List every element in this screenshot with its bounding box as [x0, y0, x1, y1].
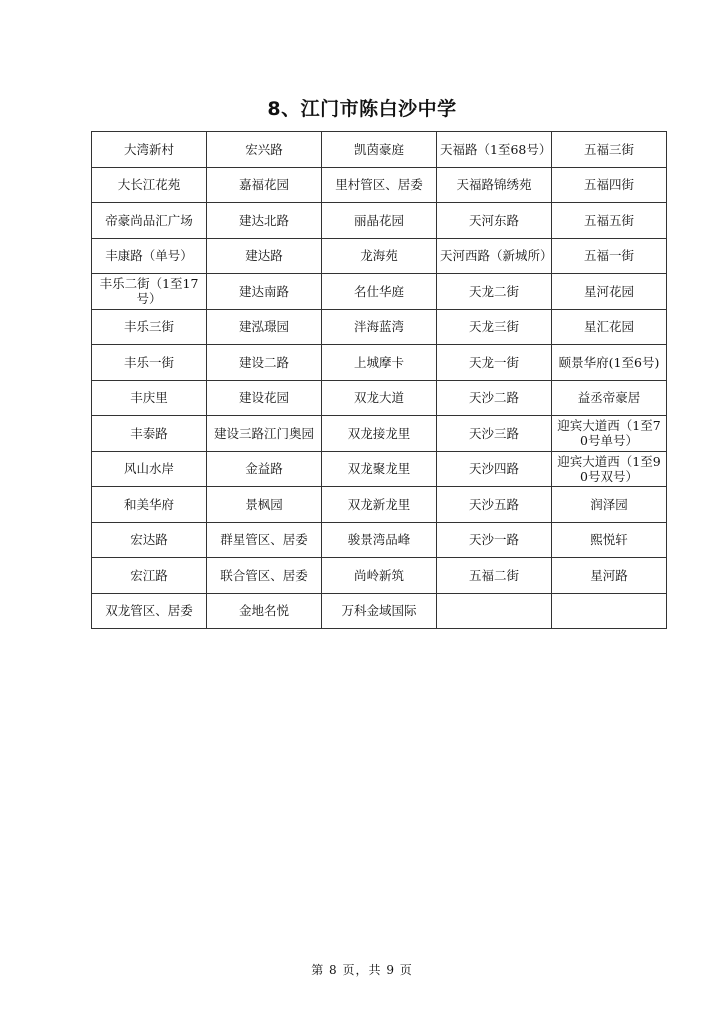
table-row — [92, 558, 667, 594]
table-row — [92, 487, 667, 523]
table-cell: 双龙聚龙里 — [322, 451, 437, 487]
table-cell: 建达路 — [207, 238, 322, 274]
table-cell: 丰康路（单号） — [92, 238, 207, 274]
table-cell: 群星管区、居委 — [207, 522, 322, 558]
address-table-body — [92, 132, 667, 629]
table-cell: 天福路（1至68号） — [437, 132, 552, 168]
table-cell: 天龙二街 — [437, 274, 552, 310]
table-cell: 嘉福花园 — [207, 167, 322, 203]
table-cell: 迎宾大道西（1至90号双号） — [552, 451, 667, 487]
table-cell — [552, 593, 667, 629]
table-cell: 风山水岸 — [92, 451, 207, 487]
table-cell: 天沙二路 — [437, 380, 552, 416]
table-row — [92, 309, 667, 345]
table-cell: 帝豪尚品汇广场 — [92, 203, 207, 239]
table-cell: 星河路 — [552, 558, 667, 594]
table-cell: 建达南路 — [207, 274, 322, 310]
table-cell: 宏兴路 — [207, 132, 322, 168]
table-cell: 和美华府 — [92, 487, 207, 523]
table-row — [92, 132, 667, 168]
table-cell: 上城摩卡 — [322, 345, 437, 381]
table-cell: 里村管区、居委 — [322, 167, 437, 203]
table-row — [92, 593, 667, 629]
table-row — [92, 274, 667, 310]
table-cell: 丽晶花园 — [322, 203, 437, 239]
table-cell: 建达北路 — [207, 203, 322, 239]
page-title: 8、江门市陈白沙中学 — [267, 98, 457, 120]
table-cell: 丰庆里 — [92, 380, 207, 416]
table-cell: 万科金域国际 — [322, 593, 437, 629]
table-cell: 天沙三路 — [437, 416, 552, 452]
table-row — [92, 380, 667, 416]
table-cell: 双龙大道 — [322, 380, 437, 416]
table-cell: 五福四街 — [552, 167, 667, 203]
table-cell: 天龙一街 — [437, 345, 552, 381]
table-cell: 建设花园 — [207, 380, 322, 416]
table-cell: 五福二街 — [437, 558, 552, 594]
table-row — [92, 522, 667, 558]
table-cell: 星汇花园 — [552, 309, 667, 345]
table-cell: 双龙管区、居委 — [92, 593, 207, 629]
table-cell: 迎宾大道西（1至70号单号） — [552, 416, 667, 452]
table-cell: 天河东路 — [437, 203, 552, 239]
table-cell: 天河西路（新城所） — [437, 238, 552, 274]
table-cell: 丰泰路 — [92, 416, 207, 452]
table-cell: 建设三路江门奥园 — [207, 416, 322, 452]
table-cell: 宏江路 — [92, 558, 207, 594]
table-cell: 熙悦轩 — [552, 522, 667, 558]
table-cell — [437, 593, 552, 629]
table-cell: 金地名悦 — [207, 593, 322, 629]
table-cell: 五福五街 — [552, 203, 667, 239]
table-cell: 丰乐一街 — [92, 345, 207, 381]
table-cell: 宏达路 — [92, 522, 207, 558]
table-cell: 星河花园 — [552, 274, 667, 310]
table-cell: 建设二路 — [207, 345, 322, 381]
table-cell: 五福一街 — [552, 238, 667, 274]
table-cell: 大长江花苑 — [92, 167, 207, 203]
table-cell: 双龙新龙里 — [322, 487, 437, 523]
table-cell: 天沙四路 — [437, 451, 552, 487]
table-cell: 颐景华府(1至6号) — [552, 345, 667, 381]
table-cell: 联合管区、居委 — [207, 558, 322, 594]
table-cell: 景枫园 — [207, 487, 322, 523]
table-cell: 尚岭新筑 — [322, 558, 437, 594]
table-row — [92, 238, 667, 274]
table-cell: 丰乐二街（1至17号） — [92, 274, 207, 310]
table-cell: 五福三街 — [552, 132, 667, 168]
address-table — [91, 131, 667, 629]
table-cell: 天沙五路 — [437, 487, 552, 523]
page-footer: 第 8 页，共 9 页 — [311, 963, 413, 977]
table-cell: 天龙三街 — [437, 309, 552, 345]
table-cell: 大湾新村 — [92, 132, 207, 168]
table-cell: 建泓璟园 — [207, 309, 322, 345]
table-cell: 双龙接龙里 — [322, 416, 437, 452]
table-cell: 泮海蓝湾 — [322, 309, 437, 345]
table-cell: 骏景湾品峰 — [322, 522, 437, 558]
table-cell: 益丞帝豪居 — [552, 380, 667, 416]
table-cell: 润泽园 — [552, 487, 667, 523]
table-row — [92, 167, 667, 203]
table-cell: 名仕华庭 — [322, 274, 437, 310]
table-row — [92, 345, 667, 381]
table-cell: 天沙一路 — [437, 522, 552, 558]
table-cell: 天福路锦绣苑 — [437, 167, 552, 203]
table-cell: 丰乐三街 — [92, 309, 207, 345]
table-row — [92, 203, 667, 239]
table-cell: 金益路 — [207, 451, 322, 487]
table-row — [92, 451, 667, 487]
table-row — [92, 416, 667, 452]
table-cell: 凯茵豪庭 — [322, 132, 437, 168]
table-cell: 龙海苑 — [322, 238, 437, 274]
